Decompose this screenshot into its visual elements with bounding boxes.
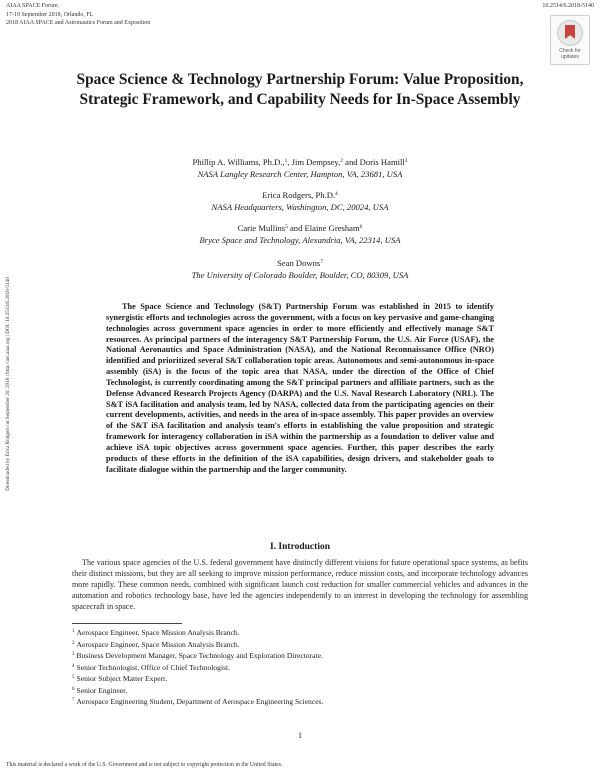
- conference-event: 2018 AIAA SPACE and Astronautics Forum and Exposition: [6, 20, 151, 26]
- author-block: [80, 188, 520, 213]
- author-mark: 5: [285, 224, 288, 230]
- author-block: [80, 256, 520, 281]
- author-name: Sean Downs: [277, 258, 321, 268]
- footnote: $^2$ Aerospace Engineer, Space Mission Analysis Branch.: [72, 639, 240, 649]
- author-names: [80, 256, 520, 269]
- footnote: $^7$ Aerospace Engineering Student, Department of Aerospace Engineering Sciences.: [72, 697, 324, 706]
- author-block: [80, 221, 520, 246]
- author-name: Carie Mullins: [237, 223, 286, 233]
- author-mark: 7: [320, 259, 323, 265]
- check-for-updates-badge[interactable]: [550, 15, 590, 65]
- author-names: [80, 155, 520, 168]
- author-name: , Jim Dempsey,: [287, 157, 341, 167]
- author-mark: 4: [335, 191, 338, 197]
- footnote: $^5$ Senior Subject Matter Expert.: [72, 674, 168, 683]
- introduction-paragraph: The various space agencies of the U.S. federal government have distinctly different visions for future operational space systems, as befits their distinct missions, but they are all seeking to improve mission performance, reduce mission costs, and incorporate technology advances more rapidly. These common needs, combined with significant launch cost reduction for smaller commercial vehicles and advances in the automation and robotics technology base, have led the agencies independently to an interest in developing the technology for assembling spacecraft in space.: [72, 558, 528, 611]
- author-mark: 6: [359, 224, 363, 230]
- author-name: and Doris Hamill: [345, 157, 405, 167]
- bookmark-icon: [557, 20, 583, 46]
- paper-title: Space Science & Technology Partnership Forum: Value Proposition, Strategic Framework, and Capability Needs for In-Space Assembly: [76, 71, 524, 108]
- footnote: $^3$ Business Development Manager, Space Technology and Exploration Directorate.: [72, 651, 323, 660]
- author-mark: 3: [404, 158, 408, 164]
- author-mark: 1: [284, 158, 288, 164]
- author-name: Phillip A. Williams, Ph.D.,: [192, 157, 285, 167]
- footnote: $^4$ Senior Technologist, Office of Chief Technologist.: [72, 662, 231, 672]
- footnote: $^1$ Aerospace Engineer, Space Mission Analysis Branch.: [72, 628, 240, 637]
- author-name: Erica Rodgers, Ph.D.: [262, 190, 336, 200]
- author-name: and Elaine Gresham: [289, 223, 360, 233]
- abstract: The Space Science and Technology (S&T) Partnership Forum was established in 2015 to identify synergistic efforts and technologies across the government, with a focus on key pervasive and game-changing technologies across government space agencies in order to more efficiently and effectively manage S&T resources. As principal partners of the interagency S&T Partnership Forum, the U.S. Air Force (USAF), the National Aeronautics and Space Administration (NASA), and the National Reconnaissance Office (NRO) identified and prioritized several S&T collaboration topic areas. Autonomous and semi-autonomous in-space assembly (iSA) is the focus of the topic area that NASA, under the direction of the Office of Chief Technologist, is currently coordinating among the S&T principal partners and affiliate partners, such as the Defense Advanced Research Projects Agency (DARPA) and the U.S. Naval Research Laboratory (NRL). The S&T iSA facilitation and analysis team, led by NASA, collected data from the participating agencies on their current developments, activities, and needs in the area of in-space assembly. This paper provides an overview of the S&T iSA facilitation and analysis team's efforts in establishing the value proposition and strategic framework for interagency collaboration in iSA within the partnership as a foundation to deliver value and achieve iSA topic objectives across government space agencies. Further, this paper describes the early products of these efforts in the definition of the iSA capabilities, design drivers, and stakeholder goals to facilitate dialogue within the partnership and the larger community.: [106, 302, 494, 474]
- conference-dates: 17-19 September 2018, Orlando, FL: [6, 11, 94, 18]
- download-watermark: Downloaded by Erica Rodgers on September 20, 2018 | http://arc.aiaa.org | DOI: 10.2514/6.2018-5140: [5, 277, 11, 491]
- conference-name: AIAA SPACE Forum: [6, 3, 58, 9]
- author-affiliation: The University of Colorado Boulder, Boulder, CO, 80309, USA: [191, 270, 409, 280]
- author-names: [80, 221, 520, 234]
- copyright-footer: This material is declared a work of the U.S. Government and is not subject to copyright protection in the United States.: [6, 762, 283, 768]
- page-number: 1: [298, 731, 302, 740]
- badge-label: Check for updates: [559, 48, 581, 60]
- author-mark: 2: [340, 158, 343, 164]
- author-names: [80, 188, 520, 201]
- conference-header: [6, 2, 150, 28]
- footnote-divider: [72, 623, 182, 624]
- doi-label: 10.2514/6.2018-5140: [542, 3, 594, 9]
- author-affiliation: NASA Langley Research Center, Hampton, VA, 23681, USA: [197, 169, 403, 179]
- author-affiliation: NASA Headquarters, Washington, DC, 20024, USA: [211, 202, 389, 212]
- author-affiliation: Bryce Space and Technology, Alexandria, VA, 22314, USA: [199, 235, 401, 245]
- section-heading: I. Introduction: [269, 542, 330, 552]
- footnote: $^6$ Senior Engineer.: [72, 685, 128, 695]
- author-block: [80, 155, 520, 180]
- footnotes: [72, 627, 532, 708]
